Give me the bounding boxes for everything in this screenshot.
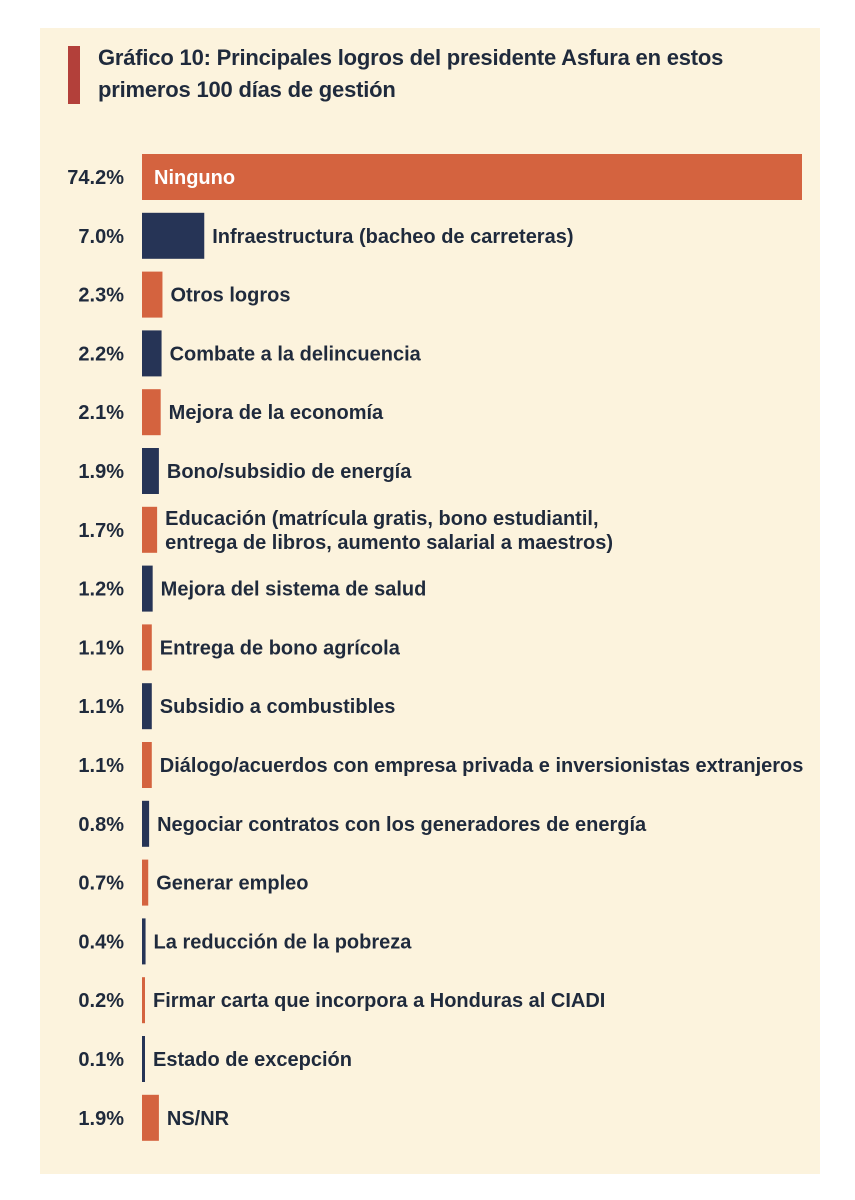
category-label: Otros logros [170, 284, 291, 307]
category-label: Bono/subsidio de energía [166, 461, 412, 483]
bar [142, 977, 145, 1023]
value-label: 1.1% [78, 755, 124, 777]
value-label: 0.8% [78, 813, 124, 836]
value-label: 1.7% [78, 519, 124, 542]
value-label: 2.3% [78, 284, 124, 307]
category-label: Entrega de bono agrícola [159, 637, 400, 660]
value-label: 0.7% [78, 872, 124, 895]
page-bottom-margin [0, 1188, 855, 1200]
value-label: 0.4% [78, 931, 124, 954]
bar [142, 742, 152, 788]
bar [142, 801, 149, 847]
bar [142, 213, 204, 259]
bar [142, 154, 802, 200]
bar [142, 566, 153, 612]
value-label: 0.2% [78, 990, 124, 1013]
category-label: La reducción de la pobreza [153, 931, 412, 954]
category-label: Generar empleo [156, 872, 309, 895]
chart-title: Gráfico 10: Principales logros del presidente Asfura en estos primeros 100 días de gestión [98, 45, 724, 102]
bar [142, 860, 148, 906]
value-label: 1.9% [78, 1107, 124, 1130]
category-label: Mejora del sistema de salud [160, 578, 427, 601]
bar [142, 330, 162, 376]
category-label: Subsidio a combustibles [159, 696, 396, 719]
category-label: Negociar contratos con los generadores de energía [157, 813, 647, 836]
value-label: 0.1% [78, 1049, 124, 1071]
bar [142, 389, 161, 435]
category-label: Estado de excepción [153, 1049, 352, 1071]
value-label: 1.1% [78, 637, 124, 660]
category-label: Mejora de la economía [168, 402, 384, 425]
value-label: 1.2% [78, 578, 124, 601]
value-label: 1.9% [78, 461, 124, 483]
value-label: 2.1% [78, 402, 124, 425]
category-label: Diálogo/acuerdos con empresa privada e inversionistas extranjeros [159, 755, 804, 777]
category-label: Educación (matrícula gratis, bono estudiantil, entrega de libros, aumento salarial a maestros) [165, 507, 614, 554]
bar [142, 683, 152, 729]
category-label: NS/NR [166, 1107, 230, 1130]
bar [142, 1036, 145, 1082]
value-label: 2.2% [78, 343, 124, 366]
category-label: Firmar carta que incorpora a Honduras al CIADI [153, 990, 606, 1013]
bar [142, 918, 146, 964]
category-label: Infraestructura (bacheo de carreteras) [212, 225, 574, 248]
category-label: Ninguno [154, 167, 236, 189]
bar [142, 272, 162, 318]
bar [142, 1095, 159, 1141]
value-label: 1.1% [78, 696, 124, 719]
bar [142, 448, 159, 494]
value-label: 74.2% [67, 167, 124, 189]
category-label: Combate a la delincuencia [169, 343, 421, 366]
bar [142, 507, 157, 553]
bar [142, 624, 152, 670]
value-label: 7.0% [78, 225, 124, 248]
